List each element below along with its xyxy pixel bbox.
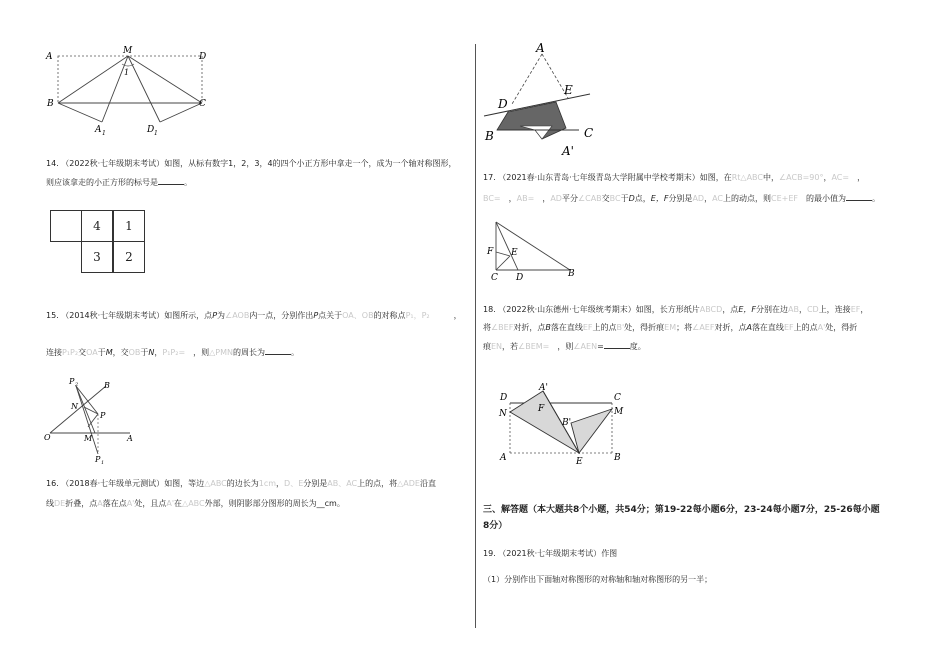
q16-line2: 线DE折叠，点A落在点A'处，且点A'在△ABC外部，则阴影部分图形的周长为__cm。 <box>46 499 345 508</box>
q16-line1: 16. （2018春·七年级单元测试）如图，等边△ABC的边长为1cm，D、E分别是AB、AC上的点，将△ADE沿直 <box>46 479 436 488</box>
label-B: B <box>485 129 494 143</box>
answer-blank <box>265 346 291 355</box>
label-A1-sub: 1 <box>102 130 106 137</box>
q15-figure <box>40 372 140 468</box>
section-title: 三、解答题（本大题共8个小题，共54分；第19-22每小题6分，23-24每小题7分，25-26每小题 8分） <box>483 505 880 531</box>
label-E: E <box>511 248 518 258</box>
label-B: B <box>47 99 54 109</box>
q17-line2: BC= ，AB= ，AD平分∠CAB交BC于D点，E，F分别是AD，AC上的动点，则CE+EF 的最小值为 。 <box>483 194 880 203</box>
q19-part1: （1）分别作出下面轴对称图形的对称轴和轴对称图形的另一半； <box>483 575 713 584</box>
q16-figure <box>480 42 600 162</box>
q18-figure <box>494 380 634 466</box>
label-M: M <box>614 407 624 417</box>
q15-line1: 15. （2014秋·七年级期末考试）如图所示，点P为∠AOB内一点，分别作出P点关于OA、OB的对称点P₁，P₂ ， <box>46 311 462 320</box>
label-A: A <box>536 42 545 55</box>
label-C: C <box>584 126 594 140</box>
q14-line1: 14. （2022秋·七年级期末考试）如图，从标有数字1，2，3，4的四个小正方形中拿走一个，成为一个轴对称图形， <box>46 159 457 168</box>
q17-figure <box>482 210 582 284</box>
q13-figure <box>42 44 222 140</box>
label-N: N <box>499 409 507 419</box>
label-M: M <box>84 434 93 443</box>
label-P2: P <box>69 377 75 386</box>
grid-cell-2: 2 <box>113 241 145 273</box>
label-N: N <box>71 402 78 411</box>
grid-cell-4: 4 <box>81 210 113 242</box>
q17-line1: 17. （2021春·山东青岛·七年级青岛大学附属中学校考期末）如图，在Rt△ABC中，∠ACB=90°，AC= ， <box>483 173 866 182</box>
label-B: B <box>614 453 621 463</box>
label-A: A <box>46 52 53 62</box>
answer-blank <box>604 340 630 349</box>
label-E: E <box>576 457 583 466</box>
answer-blank <box>158 176 184 185</box>
label-A: A <box>500 453 507 463</box>
grid-cell-1: 1 <box>113 210 145 242</box>
label-P2-sub: 2 <box>75 382 79 388</box>
label-B: B <box>104 381 110 390</box>
q18-line2: 将∠BEF对折，点B落在直线EF上的点B'处，得折痕EM；将∠AEF对折，点A落在直线EF上的点A'处，得折 <box>483 323 858 332</box>
label-A1: A <box>95 125 102 135</box>
label-C: C <box>491 273 498 283</box>
label-D: D <box>516 273 524 283</box>
q18-line1: 18. （2022秋·山东德州·七年级统考期末）如图，长方形纸片ABCD，点E，F分别在边AB，CD上，连接EF， <box>483 305 869 314</box>
grid-cell-3: 3 <box>81 241 113 273</box>
label-D: D <box>199 52 207 62</box>
label-D1-sub: 1 <box>154 130 158 137</box>
q15-line2: 连接P₁P₂交OA于M，交OB于N，P₁P₂= ，则△PMN的周长为 。 <box>46 348 300 357</box>
label-E: E <box>564 83 573 97</box>
label-F: F <box>538 404 545 414</box>
label-angle-1: 1 <box>124 68 130 77</box>
grid-cell-empty <box>50 210 82 242</box>
label-A-prime: A' <box>539 383 548 393</box>
answer-blank <box>846 192 872 201</box>
label-D1: D <box>147 125 155 135</box>
label-C: C <box>614 393 621 403</box>
label-B-prime: B' <box>562 418 572 428</box>
label-A: A <box>127 434 133 443</box>
column-divider <box>475 44 476 628</box>
label-F: F <box>487 247 494 257</box>
label-D: D <box>500 393 508 403</box>
label-P1-sub: 1 <box>101 460 105 466</box>
label-D: D <box>498 97 508 111</box>
label-M: M <box>123 46 133 56</box>
label-P1: P <box>95 455 101 464</box>
q18-line3: 痕EN，若∠BEM= ，则∠AEN= 度。 <box>483 342 646 351</box>
label-O: O <box>44 433 51 442</box>
label-A-prime: A' <box>562 144 574 158</box>
label-C: C <box>199 99 206 109</box>
q14-line2: 则应该拿走的小正方形的标号是 。 <box>46 178 192 187</box>
q19-title: 19. （2021秋·七年级期末考试）作图 <box>483 549 618 558</box>
label-B: B <box>568 269 575 279</box>
label-P: P <box>100 411 106 420</box>
